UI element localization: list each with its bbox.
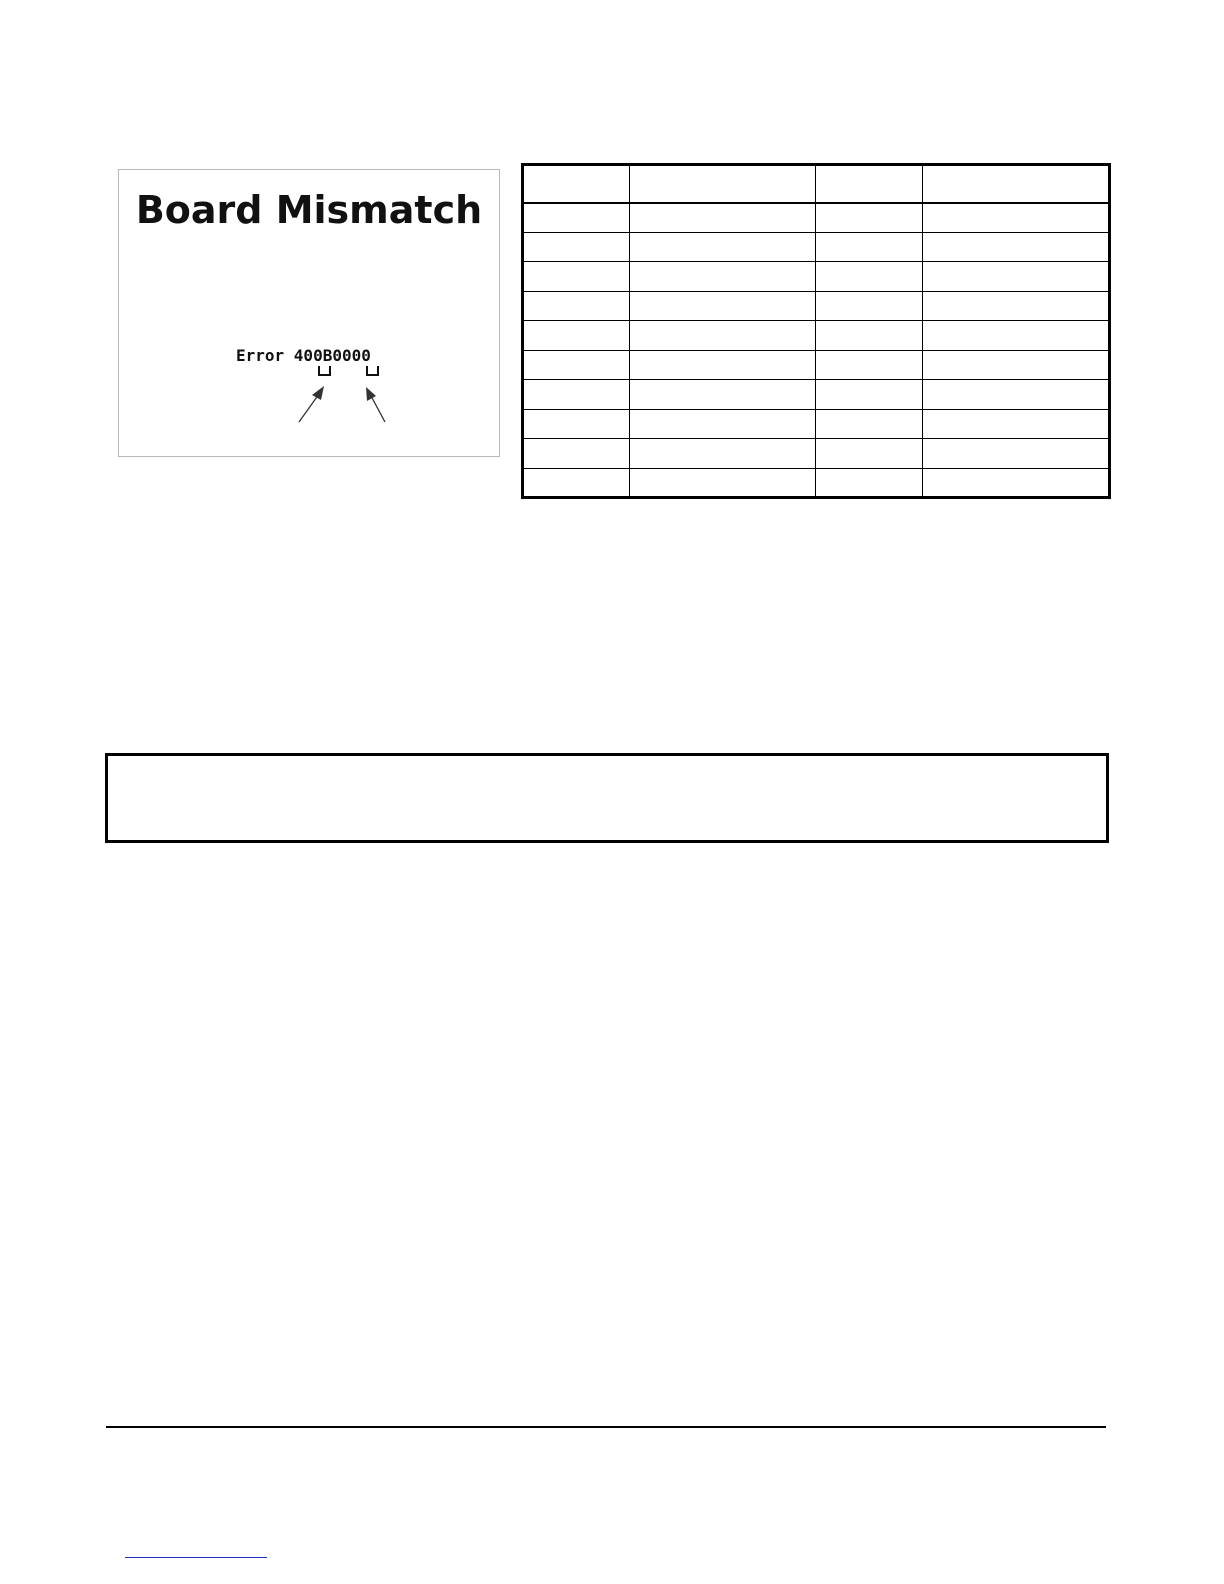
- table-cell: [523, 203, 630, 233]
- table-cell: [816, 409, 923, 439]
- table-header-row: [523, 165, 1110, 203]
- screen-title: Board Mismatch: [135, 188, 483, 232]
- table-row: [523, 380, 1110, 410]
- table-cell: [523, 350, 630, 380]
- table-cell: [923, 232, 1110, 262]
- table-cell: [523, 262, 630, 292]
- table-cell: [523, 380, 630, 410]
- callout-arrows: [119, 170, 499, 456]
- table-cell: [523, 468, 630, 498]
- table-cell: [630, 203, 816, 233]
- table-cell: [523, 232, 630, 262]
- table-row: [523, 439, 1110, 469]
- table-header-cell: [523, 165, 630, 203]
- table-cell: [630, 232, 816, 262]
- table-cell: [816, 321, 923, 351]
- table-cell: [630, 262, 816, 292]
- table-cell: [630, 321, 816, 351]
- table-row: [523, 409, 1110, 439]
- table-cell: [630, 409, 816, 439]
- table-cell: [816, 380, 923, 410]
- table-cell: [523, 439, 630, 469]
- table-cell: [630, 291, 816, 321]
- footer-link-underline[interactable]: [125, 1557, 267, 1558]
- arrow-right-icon: [366, 387, 385, 422]
- table-cell: [923, 380, 1110, 410]
- table-cell: [923, 350, 1110, 380]
- footer-divider: [106, 1426, 1106, 1428]
- table-cell: [816, 291, 923, 321]
- table-cell: [523, 291, 630, 321]
- table-cell: [923, 262, 1110, 292]
- table-row: [523, 262, 1110, 292]
- table-row: [523, 468, 1110, 498]
- arrow-left-icon: [299, 386, 324, 422]
- table-cell: [816, 439, 923, 469]
- table-cell: [923, 321, 1110, 351]
- error-code: Error 400B0000: [236, 346, 371, 365]
- table-cell: [816, 262, 923, 292]
- digit-bracket-left: [319, 366, 330, 375]
- table-row: [523, 321, 1110, 351]
- table-cell: [630, 380, 816, 410]
- error-code-table: [521, 163, 1111, 499]
- table-cell: [630, 439, 816, 469]
- table-row: [523, 203, 1110, 233]
- table-cell: [523, 409, 630, 439]
- table-cell: [816, 203, 923, 233]
- table-cell: [816, 232, 923, 262]
- table-cell: [816, 350, 923, 380]
- table-cell: [630, 350, 816, 380]
- table-cell: [923, 409, 1110, 439]
- screen-illustration: [118, 169, 500, 457]
- table-header-cell: [630, 165, 816, 203]
- table-cell: [923, 439, 1110, 469]
- table-header-cell: [923, 165, 1110, 203]
- table-cell: [816, 468, 923, 498]
- table-cell: [523, 321, 630, 351]
- table-row: [523, 350, 1110, 380]
- table-cell: [923, 291, 1110, 321]
- table-cell: [923, 468, 1110, 498]
- table-cell: [630, 468, 816, 498]
- note-box: [105, 753, 1109, 843]
- table-header-cell: [816, 165, 923, 203]
- digit-bracket-right: [367, 366, 378, 375]
- table-row: [523, 232, 1110, 262]
- table-row: [523, 291, 1110, 321]
- table-cell: [923, 203, 1110, 233]
